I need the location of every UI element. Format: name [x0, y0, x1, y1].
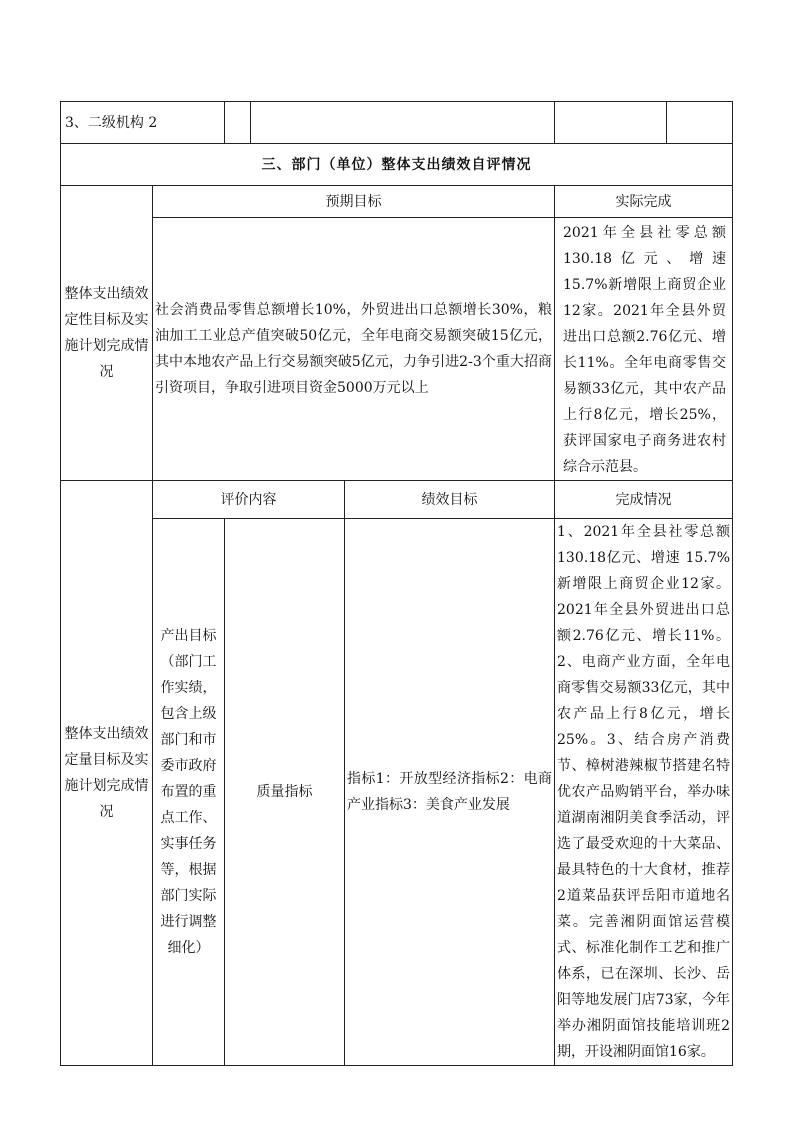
actual-completion-header: 实际完成	[555, 186, 733, 218]
empty-cell	[667, 102, 733, 144]
quantitative-label: 整体支出绩效定量目标及实施计划完成情况	[61, 481, 153, 1066]
section-title-row	[61, 144, 733, 186]
performance-evaluation-table	[60, 101, 733, 1066]
empty-cell	[251, 102, 555, 144]
qualitative-header-row	[61, 186, 733, 218]
performance-target-header: 绩效目标	[345, 481, 555, 519]
eval-content-header: 评价内容	[153, 481, 345, 519]
quantitative-content-row	[61, 519, 733, 1066]
actual-completion-text: 2021年全县社零总额130.18亿元、增速15.7%新增限上商贸企业12家。2021年全县外贸进出口总额2.76亿元、增长11%。全年电商零售交易额33亿元，其中农产品上行8亿元，增长25%，获评国家电子商务进农村综合示范县。	[555, 218, 733, 481]
quality-indicator-label: 质量指标	[225, 519, 345, 1066]
completion-status-text: 1、2021年全县社零总额130.18亿元、增速 15.7%新增限上商贸企业12家。2021年全县外贸进出口总额2.76亿元、增长11%。2、电商产业方面，全年电商零售交易额33亿元，其中农产品上行8亿元，增长25%。3、结合房产消费节、樟树港辣椒节搭建名特优农产品购销平台，举办味道湖南湘阴美食季活动，评选了最受欢迎的十大菜品、最具特色的十大食材，推荐2道菜品获评岳阳市道地名菜。完善湘阴面馆运营模式、标准化制作工艺和推广体系，已在深圳、长沙、岳阳等地发展门店73家，今年举办湘阴面馆技能培训班2期，开设湘阴面馆16家。	[555, 519, 733, 1066]
completion-status-header: 完成情况	[555, 481, 733, 519]
expected-goal-header: 预期目标	[153, 186, 555, 218]
quantitative-header-row	[61, 481, 733, 519]
qualitative-content-row	[61, 218, 733, 481]
indicator-text: 指标1：开放型经济指标2：电商产业指标3：美食产业发展	[345, 519, 555, 1066]
secondary-org-label: 3、二级机构 2	[61, 102, 225, 144]
secondary-org-row	[61, 102, 733, 144]
section-title: 三、部门（单位）整体支出绩效自评情况	[61, 144, 733, 186]
expected-goal-text: 社会消费品零售总额增长10%，外贸进出口总额增长30%，粮油加工工业总产值突破50亿元，全年电商交易额突破15亿元，其中本地农产品上行交易额突破5亿元，力争引进2-3个重大招商引资项目，争取引进项目资金5000万元以上	[153, 218, 555, 481]
empty-cell	[555, 102, 667, 144]
qualitative-label: 整体支出绩效定性目标及实施计划完成情况	[61, 186, 153, 481]
empty-cell	[225, 102, 251, 144]
output-goal-text: 产出目标（部门工作实绩，包含上级部门和市委市政府布置的重点工作、实事任务等，根据部门实际进行调整细化）	[153, 519, 225, 1066]
